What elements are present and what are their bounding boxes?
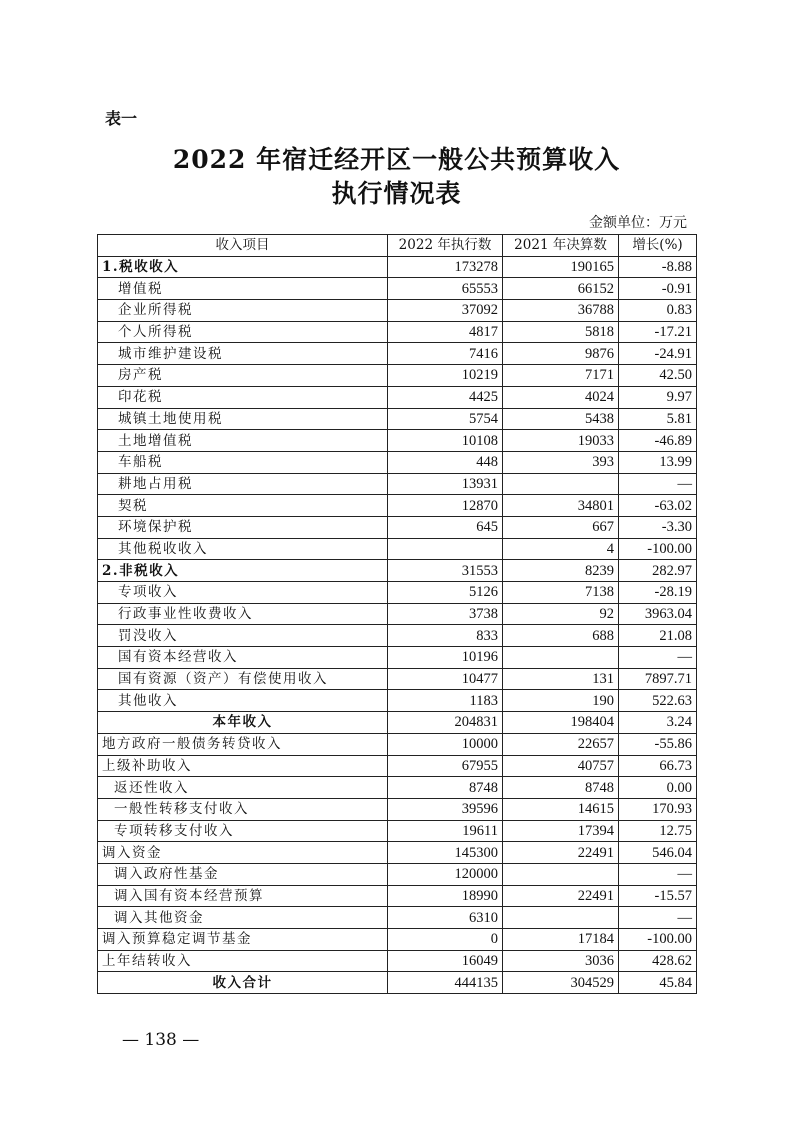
row-growth: -100.00	[619, 538, 697, 560]
row-value-2021: 190165	[503, 256, 619, 278]
row-value-2021: 34801	[503, 495, 619, 517]
header-growth: 增长(%)	[619, 235, 697, 257]
row-item-name: 一般性转移支付收入	[98, 798, 388, 820]
row-value-2022: 833	[388, 625, 503, 647]
row-item-name: 调入其他资金	[98, 907, 388, 929]
table-row	[98, 820, 697, 842]
row-growth: —	[619, 863, 697, 885]
row-value-2021: 304529	[503, 972, 619, 994]
table-row	[98, 538, 697, 560]
row-growth: 0.00	[619, 777, 697, 799]
row-value-2022: 65553	[388, 278, 503, 300]
table-row	[98, 798, 697, 820]
row-item-name: 国有资源（资产）有偿使用收入	[98, 668, 388, 690]
table-row	[98, 972, 697, 994]
table-row	[98, 647, 697, 669]
row-growth: 45.84	[619, 972, 697, 994]
row-value-2022	[388, 538, 503, 560]
row-growth: 3963.04	[619, 603, 697, 625]
row-value-2022: 7416	[388, 343, 503, 365]
row-item-name: 地方政府一般债务转贷收入	[98, 733, 388, 755]
table-row	[98, 365, 697, 387]
row-value-2022: 67955	[388, 755, 503, 777]
row-value-2021: 22491	[503, 885, 619, 907]
table-row	[98, 863, 697, 885]
row-growth: 522.63	[619, 690, 697, 712]
row-value-2021: 131	[503, 668, 619, 690]
row-item-name: 印花税	[98, 386, 388, 408]
row-value-2021: 4024	[503, 386, 619, 408]
row-value-2022: 0	[388, 929, 503, 951]
row-value-2021: 393	[503, 451, 619, 473]
row-growth: 21.08	[619, 625, 697, 647]
table-row	[98, 430, 697, 452]
row-item-name: 调入预算稳定调节基金	[98, 929, 388, 951]
row-item-name: 城市维护建设税	[98, 343, 388, 365]
row-value-2021: 8748	[503, 777, 619, 799]
row-value-2022: 204831	[388, 712, 503, 734]
row-value-2021: 22491	[503, 842, 619, 864]
row-value-2021: 9876	[503, 343, 619, 365]
row-growth: 66.73	[619, 755, 697, 777]
table-row	[98, 733, 697, 755]
row-growth: 428.62	[619, 950, 697, 972]
row-growth: 13.99	[619, 451, 697, 473]
row-value-2021: 40757	[503, 755, 619, 777]
row-value-2021: 4	[503, 538, 619, 560]
row-item-name: 行政事业性收费收入	[98, 603, 388, 625]
row-growth: -0.91	[619, 278, 697, 300]
revenue-table	[97, 234, 697, 994]
row-value-2022: 10108	[388, 430, 503, 452]
row-growth: 3.24	[619, 712, 697, 734]
row-value-2021: 7138	[503, 582, 619, 604]
row-value-2022: 6310	[388, 907, 503, 929]
row-item-name: 2.非税收入	[98, 560, 388, 582]
row-value-2022: 5754	[388, 408, 503, 430]
header-2022: 2022 年执行数	[388, 235, 503, 257]
row-value-2022: 10219	[388, 365, 503, 387]
row-value-2021: 17184	[503, 929, 619, 951]
row-growth: -100.00	[619, 929, 697, 951]
row-growth: -28.19	[619, 582, 697, 604]
row-item-name: 耕地占用税	[98, 473, 388, 495]
header-2021: 2021 年决算数	[503, 235, 619, 257]
row-value-2022: 5126	[388, 582, 503, 604]
row-item-name: 契税	[98, 495, 388, 517]
table-row	[98, 625, 697, 647]
row-value-2021	[503, 907, 619, 929]
row-value-2021: 66152	[503, 278, 619, 300]
table-row	[98, 256, 697, 278]
row-item-name: 车船税	[98, 451, 388, 473]
table-row	[98, 278, 697, 300]
row-growth: -15.57	[619, 885, 697, 907]
row-value-2022: 12870	[388, 495, 503, 517]
row-item-name: 城镇土地使用税	[98, 408, 388, 430]
row-value-2021	[503, 473, 619, 495]
row-value-2021: 17394	[503, 820, 619, 842]
row-item-name: 专项收入	[98, 582, 388, 604]
amount-unit: 金额单位：万元	[589, 215, 687, 231]
row-item-name: 返还性收入	[98, 777, 388, 799]
row-value-2021: 3036	[503, 950, 619, 972]
row-growth: 7897.71	[619, 668, 697, 690]
row-growth: -24.91	[619, 343, 697, 365]
row-growth: 42.50	[619, 365, 697, 387]
table-body	[98, 256, 697, 993]
document-title: 2022 年宿迁经开区一般公共预算收入	[172, 145, 621, 174]
row-item-name: 增值税	[98, 278, 388, 300]
row-value-2021: 5818	[503, 321, 619, 343]
row-value-2021: 19033	[503, 430, 619, 452]
row-value-2021: 36788	[503, 300, 619, 322]
row-value-2021	[503, 863, 619, 885]
row-value-2021: 22657	[503, 733, 619, 755]
row-value-2022: 10477	[388, 668, 503, 690]
row-item-name: 其他收入	[98, 690, 388, 712]
row-item-name: 罚没收入	[98, 625, 388, 647]
row-value-2022: 145300	[388, 842, 503, 864]
row-item-name: 1.税收收入	[98, 256, 388, 278]
table-row	[98, 321, 697, 343]
table-row	[98, 408, 697, 430]
row-value-2021: 5438	[503, 408, 619, 430]
row-value-2021: 667	[503, 516, 619, 538]
row-value-2022: 10196	[388, 647, 503, 669]
row-growth: —	[619, 647, 697, 669]
row-item-name: 上年结转收入	[98, 950, 388, 972]
row-value-2022: 120000	[388, 863, 503, 885]
row-growth: -63.02	[619, 495, 697, 517]
row-item-name: 上级补助收入	[98, 755, 388, 777]
table-row	[98, 343, 697, 365]
row-growth: 546.04	[619, 842, 697, 864]
row-item-name: 调入国有资本经营预算	[98, 885, 388, 907]
row-growth: 9.97	[619, 386, 697, 408]
table-row	[98, 690, 697, 712]
row-value-2022: 444135	[388, 972, 503, 994]
table-row	[98, 560, 697, 582]
table-row	[98, 300, 697, 322]
row-value-2022: 13931	[388, 473, 503, 495]
row-value-2022: 18990	[388, 885, 503, 907]
table-row	[98, 473, 697, 495]
header-item: 收入项目	[98, 235, 388, 257]
row-value-2021: 190	[503, 690, 619, 712]
row-growth: 5.81	[619, 408, 697, 430]
row-value-2021: 198404	[503, 712, 619, 734]
row-growth: —	[619, 473, 697, 495]
table-row	[98, 777, 697, 799]
row-growth: 12.75	[619, 820, 697, 842]
row-item-name: 环境保护税	[98, 516, 388, 538]
table-row	[98, 842, 697, 864]
row-value-2021: 8239	[503, 560, 619, 582]
row-value-2022: 645	[388, 516, 503, 538]
row-item-name: 房产税	[98, 365, 388, 387]
row-value-2022: 37092	[388, 300, 503, 322]
table-row	[98, 603, 697, 625]
row-growth: -17.21	[619, 321, 697, 343]
row-item-name: 个人所得税	[98, 321, 388, 343]
row-value-2021: 7171	[503, 365, 619, 387]
row-growth: -3.30	[619, 516, 697, 538]
row-growth: 282.97	[619, 560, 697, 582]
table-row	[98, 495, 697, 517]
table-row	[98, 929, 697, 951]
row-item-name: 土地增值税	[98, 430, 388, 452]
row-value-2022: 16049	[388, 950, 503, 972]
row-item-name: 专项转移支付收入	[98, 820, 388, 842]
row-value-2021: 14615	[503, 798, 619, 820]
row-growth: —	[619, 907, 697, 929]
table-row	[98, 386, 697, 408]
row-value-2022: 4817	[388, 321, 503, 343]
row-item-name: 企业所得税	[98, 300, 388, 322]
row-value-2022: 173278	[388, 256, 503, 278]
row-item-name: 本年收入	[98, 712, 388, 734]
table-label: 表一	[105, 109, 138, 128]
table-row	[98, 907, 697, 929]
row-growth: 170.93	[619, 798, 697, 820]
row-value-2021	[503, 647, 619, 669]
row-value-2022: 448	[388, 451, 503, 473]
table-row	[98, 885, 697, 907]
row-value-2022: 19611	[388, 820, 503, 842]
row-growth: 0.83	[619, 300, 697, 322]
row-item-name: 国有资本经营收入	[98, 647, 388, 669]
document-subtitle: 执行情况表	[331, 179, 462, 208]
row-value-2022: 1183	[388, 690, 503, 712]
row-value-2022: 10000	[388, 733, 503, 755]
row-value-2022: 4425	[388, 386, 503, 408]
table-row	[98, 950, 697, 972]
row-item-name: 调入政府性基金	[98, 863, 388, 885]
row-value-2022: 31553	[388, 560, 503, 582]
row-value-2022: 8748	[388, 777, 503, 799]
table-header-row	[98, 235, 697, 257]
row-value-2022: 3738	[388, 603, 503, 625]
row-item-name: 收入合计	[98, 972, 388, 994]
row-value-2022: 39596	[388, 798, 503, 820]
row-item-name: 其他税收收入	[98, 538, 388, 560]
row-value-2021: 688	[503, 625, 619, 647]
page-number: — 138 —	[122, 1030, 200, 1050]
table-row	[98, 451, 697, 473]
row-value-2021: 92	[503, 603, 619, 625]
row-growth: -8.88	[619, 256, 697, 278]
table-row	[98, 582, 697, 604]
table-row	[98, 755, 697, 777]
row-item-name: 调入资金	[98, 842, 388, 864]
row-growth: -55.86	[619, 733, 697, 755]
row-growth: -46.89	[619, 430, 697, 452]
table-row	[98, 516, 697, 538]
table-row	[98, 712, 697, 734]
table-row	[98, 668, 697, 690]
